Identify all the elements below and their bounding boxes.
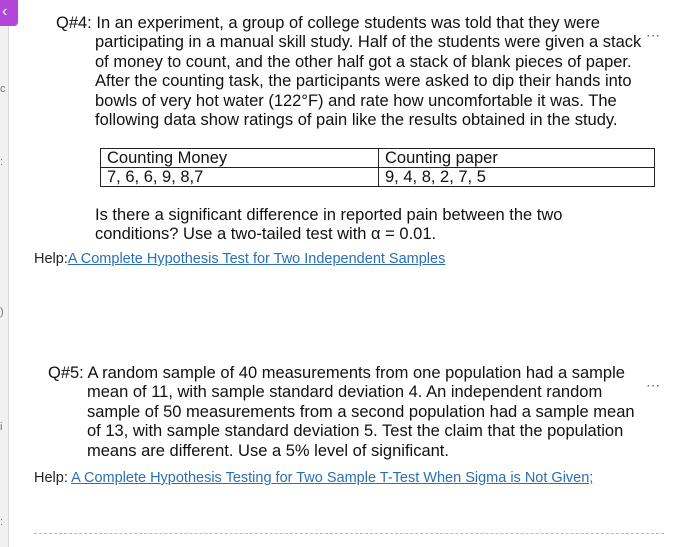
question-4-line: following data show ratings of pain like the results obtained in the study. xyxy=(95,111,618,130)
question-4-prompt-line: Is there a significant difference in reported pain between the two xyxy=(95,206,563,224)
question-5-line: mean of 11, with sample standard deviation 4. An independent random xyxy=(87,383,603,402)
question-4-line: Q#4: In an experiment, a group of college students was told that they were xyxy=(56,14,600,32)
help-label: Help: xyxy=(34,470,72,486)
chevron-left-icon: ‹ xyxy=(2,3,8,20)
table-cell: 9, 4, 8, 2, 7, 5 xyxy=(379,168,655,187)
edge-mark-icon: : xyxy=(0,156,4,168)
table-cell: 7, 6, 6, 9, 8,7 xyxy=(101,168,379,187)
question-4-line: bowls of very hot water (122°F) and rate how uncomfortable it was. The xyxy=(95,91,617,110)
help-line-q4 xyxy=(34,251,445,267)
question-5-line: of 13, with sample standard deviation 5. Test the claim that the population xyxy=(87,422,624,441)
help-link-q4[interactable]: A Complete Hypothesis Test for Two Independent Samples xyxy=(67,251,446,267)
question-4-prompt-line: conditions? Use a two-tailed test with α = 0.01. xyxy=(95,225,437,244)
question-5-line: sample of 50 measurements from a second population had a sample mean xyxy=(87,402,635,421)
question-5-line: Q#5: A random sample of 40 measurements from one population had a sample xyxy=(48,364,625,382)
question-4 xyxy=(56,14,676,130)
question-4-line: participating in a manual skill study. Half of the students were given a stack xyxy=(95,33,642,52)
section-divider xyxy=(34,533,664,534)
question-4-prompt xyxy=(95,206,563,245)
table-header-cell: Counting Money xyxy=(101,149,379,168)
edge-mark-icon: i xyxy=(0,421,3,433)
help-label: Help: xyxy=(34,251,68,267)
edge-mark-icon: : xyxy=(0,516,4,528)
help-link-q5[interactable]: A Complete Hypothesis Testing for Two Sample T-Test When Sigma is Not Given; xyxy=(71,470,594,486)
question-5-line: means are different. Use a 5% level of significant. xyxy=(87,441,449,460)
question-5 xyxy=(48,364,668,461)
table-header-row xyxy=(101,149,655,168)
help-line-q5 xyxy=(34,470,593,486)
pain-ratings-table xyxy=(100,148,655,187)
edge-mark-icon: c xyxy=(0,83,6,95)
question-4-line: After the counting task, the participants were asked to dip their hands into xyxy=(95,72,632,91)
edge-tab[interactable] xyxy=(0,0,18,26)
question-4-line: of money to count, and the other half got a stack of blank pieces of paper. xyxy=(95,52,632,71)
table-row xyxy=(101,168,655,187)
table-header-cell: Counting paper xyxy=(379,149,655,168)
more-options-icon[interactable]: ⋯ xyxy=(646,377,660,393)
edge-mark-icon: ) xyxy=(0,306,4,318)
more-options-icon[interactable]: ⋯ xyxy=(646,27,660,43)
